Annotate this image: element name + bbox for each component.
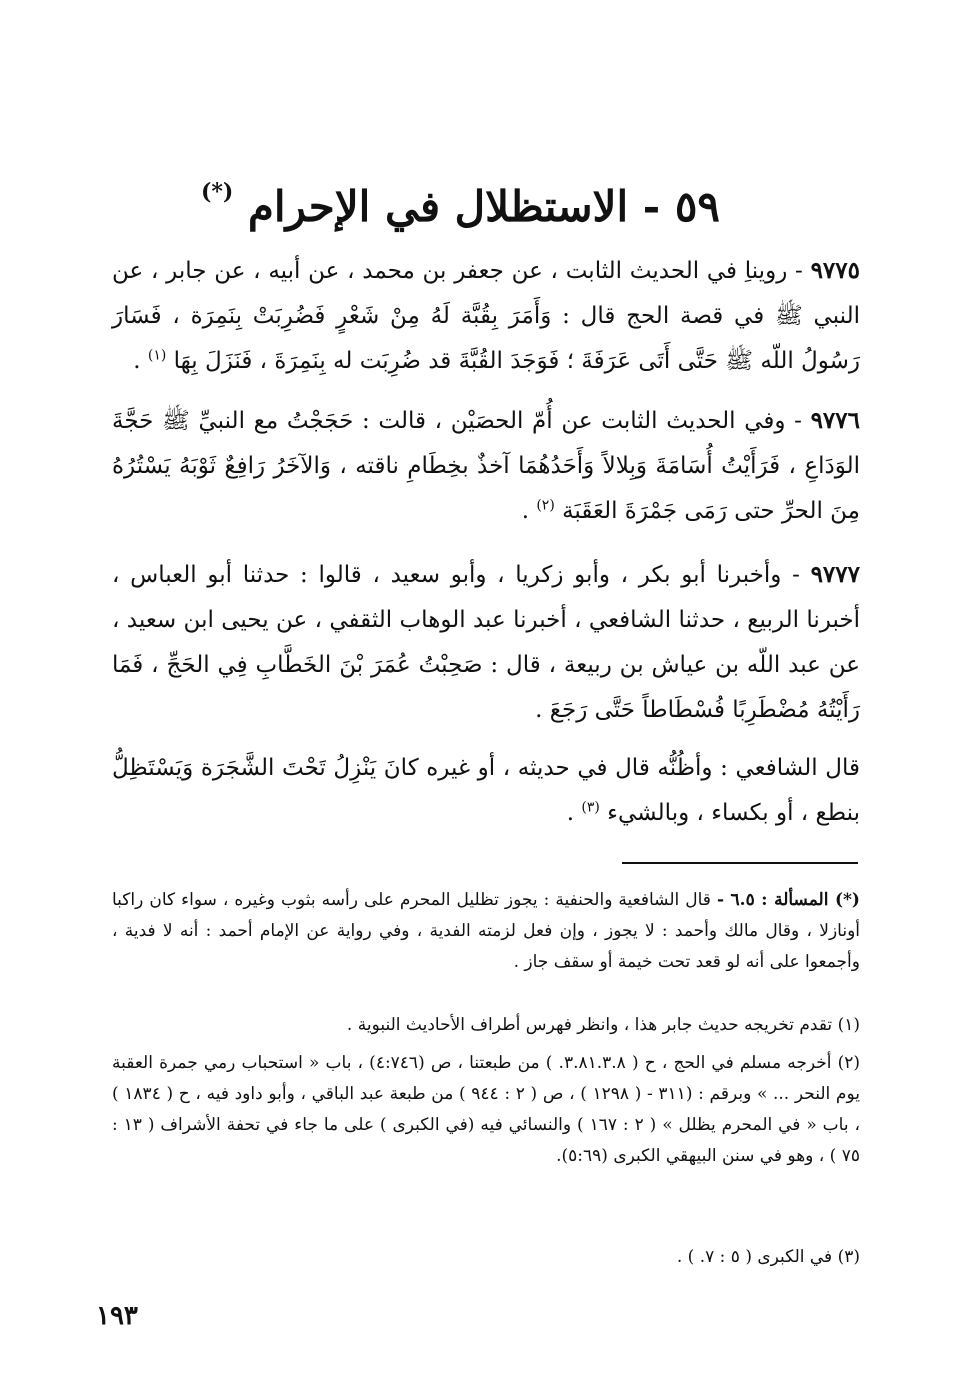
footnote-1	[112, 1010, 860, 1041]
hadith-number: ٩٧٧٦	[810, 407, 860, 434]
footnote-text: أخرجه مسلم في الحج ، ح ( ٣.٨١.٣.٨. ) من طبعتنا ، ص (٤:٧٤٦) ، باب « استحباب رمي جمرة العقبة يوم النحر ... » وبرقم : (٣١١ - ( ١٢٩٨ ) ، ص ( ٢ : ٩٤٤ ) من طبعة عبد الباقي ، وأبو داود فيه ، ح ( ١٨٣٤ ) ، باب « في المحرم يظلل » ( ٢ : ١٦٧ ) والنسائي فيه (في الكبرى ) على ما جاء في تحفة الأشراف ( ١٣ : ٧٥ ) ، وهو في سنن البيهقي الكبرى (٥:٦٩).	[112, 1053, 860, 1166]
paragraph-end: .	[521, 498, 529, 524]
footnote-ref: (٣)	[581, 799, 600, 816]
chapter-number: ٥٩	[674, 182, 720, 231]
footnote-ref: (٢)	[536, 497, 555, 514]
hadith-number: ٩٧٧٥	[810, 257, 860, 284]
footnote-text: في الكبرى ( ٥ : ٧. ) .	[676, 1247, 833, 1267]
hadith-paragraph	[112, 248, 860, 384]
paragraph-end: .	[133, 348, 141, 374]
footnote-label: (*) المسألة : ٦.٥ -	[716, 890, 860, 910]
chapter-title: الاستظلال في الإحرام	[247, 182, 629, 231]
footnote-label: (١)	[837, 1015, 860, 1035]
footnote-text: قال الشافعية والحنفية : يجوز تظليل المحرم على رأسه بثوب وغيره ، سواء كان راكبا أونازلا ، وقال مالك وأحمد : لا يجوز ، وإن فعل لزمته الفدية ، وفي رواية عن الإمام أحمد : أنه لا فدية ، وأجمعوا على أنه لو قعد تحت خيمة أو سقف جاز .	[112, 890, 860, 972]
footnote-text: تقدم تخريجه حديث جابر هذا ، وانظر فهرس أطراف الأحاديث النبوية .	[346, 1015, 833, 1035]
hadith-text: وفي الحديث الثابت عن أُمّ الحصَيْن ، قالت : حَجَجْتُ مع النبيِّ ﷺ حَجَّةَ الوَدَاعِ ، فَرَأَيْتُ أُسَامَةَ وَبِلالاً وَأَحَدُهُمَا آخذٌ بخِطَامِ ناقته ، وَالآخَرُ رَافِعٌ ثَوْبَهُ يَسْتُرُهُ مِنَ الحرِّ حتى رَمَى جَمْرَةَ العَقَبَة	[112, 408, 860, 524]
hadith-text: رويناِ في الحديث الثابت ، عن جعفر بن محمد ، عن أبيه ، عن جابر ، عن النبي ﷺ في قصة الحج قال : وَأَمَرَ بِقُبَّة لَهُ مِنْ شَعْرٍ فَضُرِبَتْ بِنَمِرَة ، فَسَارَ رَسُولُ اللّه ﷺ حَتَّى أَتَى عَرَفَةَ ؛ فَوَجَدَ القُبَّةَ قد ضُرِبَت له بِنَمِرَةَ ، فَنَزَلَ بِهَا	[112, 258, 860, 374]
hadith-number: ٩٧٧٧	[810, 561, 860, 588]
shafii-paragraph	[112, 746, 860, 836]
footnote-2	[112, 1048, 860, 1172]
hadith-paragraph	[112, 398, 860, 534]
hadith-paragraph	[112, 552, 860, 733]
paragraph-end: .	[566, 800, 575, 826]
page-number: ١٩٣	[96, 1301, 138, 1331]
footnote-mas-ala	[112, 885, 860, 978]
footnote-label: (٢)	[837, 1053, 860, 1073]
hadith-dash: -	[787, 258, 803, 284]
hadith-dash: -	[781, 562, 800, 588]
heading-marker: (*)	[200, 179, 234, 205]
footnote-divider	[622, 862, 858, 864]
footnote-ref: (١)	[147, 347, 167, 364]
hadith-dash: -	[785, 408, 802, 434]
paragraph-text: قال الشافعي : وأظُنُّه قال في حديثه ، أو غيره كانَ يَنْزِلُ تَحْتَ الشَّجَرَة وَيَسْتَظِلُّ بنطع ، أو بكساء ، وبالشيء	[112, 755, 860, 826]
heading-dash: -	[628, 182, 661, 231]
chapter-heading	[200, 172, 720, 242]
hadith-text: وأخبرنا أبو بكر ، وأبو زكريا ، وأبو سعيد ، قالوا : حدثنا أبو العباس ، أخبرنا الربيع ، حدثنا الشافعي ، أخبرنا عبد الوهاب الثقفي ، عن يحيى ابن سعيد ، عن عبد اللّه بن عياش بن ربيعة ، قال : صَحِبْتُ عُمَرَ بْنَ الخَطَّابِ فِي الحَجِّ ، فَمَا رَأَيْتُهُ مُضْطَرِبًا فُسْطَاطاً حَتَّى رَجَعَ .	[112, 562, 860, 723]
footnote-3	[112, 1242, 860, 1273]
footnote-label: (٣)	[837, 1247, 860, 1267]
